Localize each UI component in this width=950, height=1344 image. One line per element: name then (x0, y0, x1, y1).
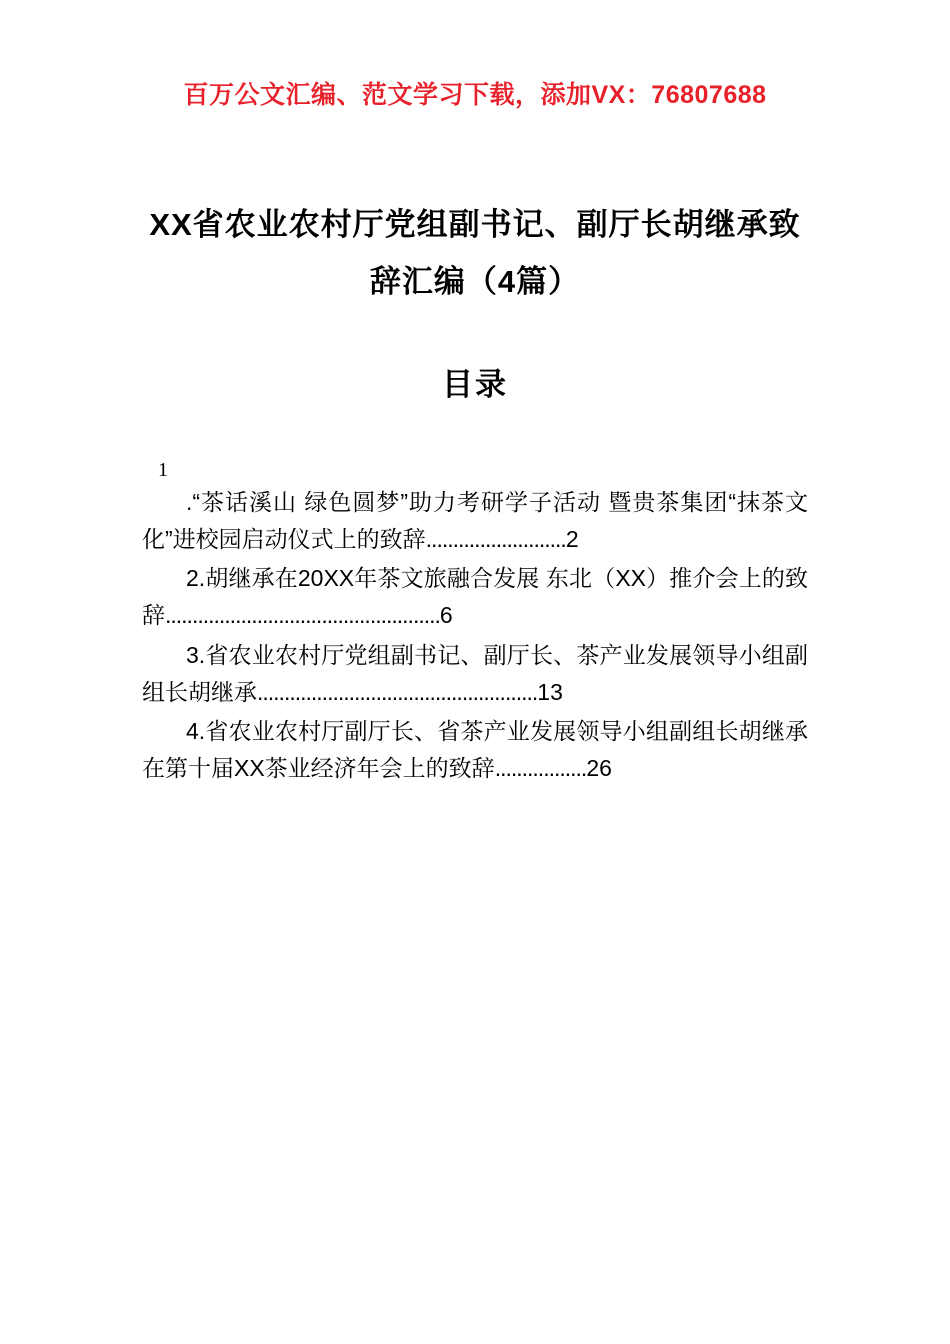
toc-entry-number: 2. (186, 565, 206, 592)
page-title: XX省农业农村厅党组副书记、副厅长胡继承致辞汇编（4篇） (149, 207, 801, 300)
toc-entry-2[interactable] (142, 560, 808, 635)
toc-entry-page: 26 (586, 755, 612, 782)
toc-leader-dots: .................................................... (257, 678, 538, 705)
toc-leader-dots: ................. (494, 755, 587, 782)
toc-entry-text: 胡继承在20XX年茶文旅融合发展 东北（XX）推介会上的致辞 (142, 565, 808, 629)
toc-orphan-number: 1 (158, 458, 168, 481)
toc-entry-4[interactable] (142, 713, 808, 788)
toc-entry-page: 13 (537, 678, 563, 705)
toc-leader-dots: ................................................... (165, 602, 440, 629)
toc-entry-text: 省农业农村厅党组副书记、副厅长、茶产业发展领导小组副组长胡继承 (142, 641, 808, 705)
toc-entry-1[interactable] (142, 484, 808, 559)
toc-entry-text: 省农业农村厅副厅长、省茶产业发展领导小组副组长胡继承 在第十届XX茶业经济年会上的致辞 (142, 718, 808, 782)
toc-leader-dots: .......................... (425, 525, 566, 552)
toc-entry-number: 4. (186, 718, 206, 745)
toc-entry-page: 6 (439, 602, 453, 629)
toc-entry-text: “茶话溪山 绿色圆梦”助力考研学子活动 暨贵茶集团“抹茶文化”进校园启动仪式上的致辞 (142, 488, 808, 552)
toc-entry-page: 2 (565, 525, 579, 552)
toc-entry-number: 3. (186, 641, 206, 668)
toc-entry-3[interactable] (142, 637, 808, 712)
toc-list (142, 456, 808, 788)
watermark-banner: 百万公文汇编、范文学习下载，添加VX：76807688 (183, 81, 767, 109)
toc-entry-number: . (186, 488, 193, 515)
toc-heading: 目录 (442, 366, 508, 402)
